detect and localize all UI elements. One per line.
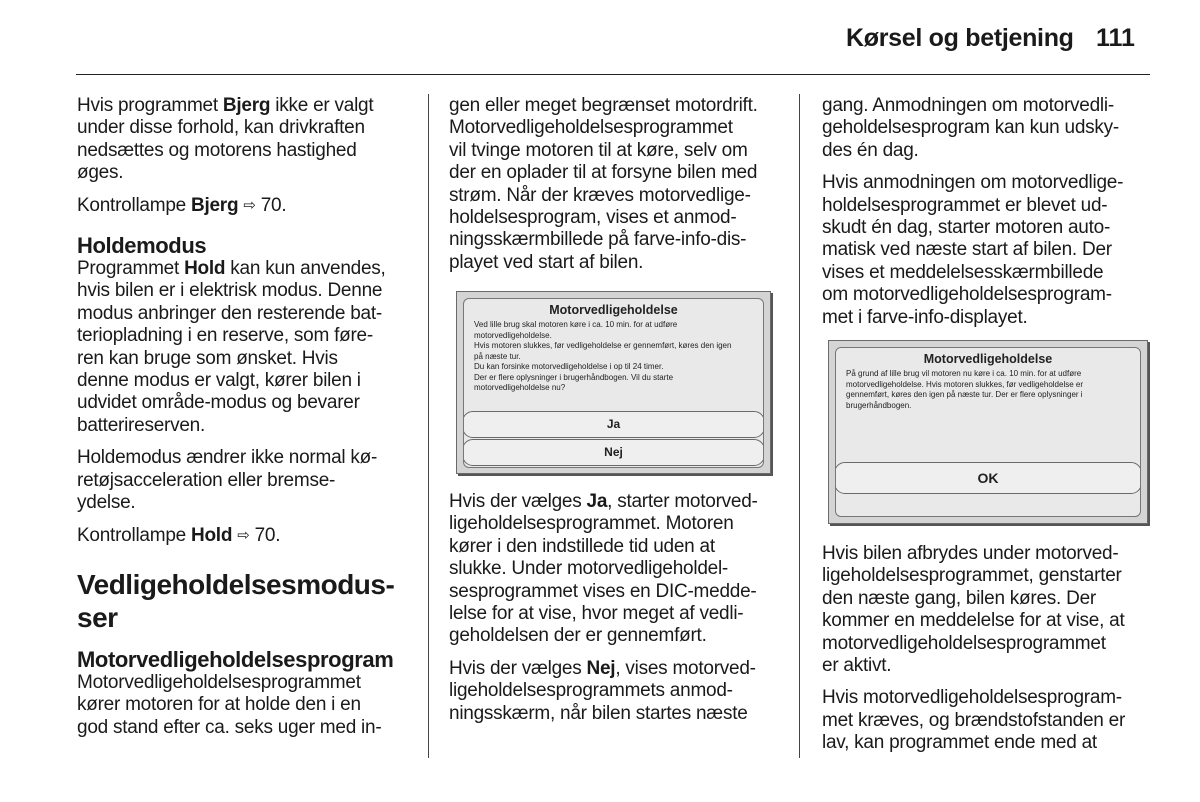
text-line: Hvis bilen afbrydes under motorved- — [822, 543, 1119, 564]
text-line: ligeholdelsesprogrammet. Motoren — [449, 513, 734, 535]
text-line: om motorvedligeholdelsesprogram- — [822, 284, 1112, 306]
text-run: Kontrollampe — [77, 524, 191, 546]
text-line: skudt én dag, starter motoren auto- — [822, 217, 1111, 239]
text-run: Programmet — [77, 258, 185, 280]
display-text-line: brugerhåndbogen. — [846, 400, 912, 410]
text-line: gen eller meget begrænset motordrift. — [449, 95, 758, 116]
column-3 — [822, 95, 1162, 339]
paragraph-interrupted — [822, 543, 1162, 677]
page-reference-arrow-icon: ⇨ — [243, 196, 256, 214]
header-rule — [76, 74, 1150, 75]
text-run: ikke er valgt — [270, 95, 374, 116]
text-run: , starter motorved- — [607, 491, 758, 512]
text-line: matisk ved næste start af bilen. Der — [822, 239, 1112, 261]
paragraph-motor-continued — [449, 95, 794, 274]
text-line: nedsættes og motorens hastighed — [77, 139, 357, 161]
text-line: lav, kan programmet ende med at — [822, 732, 1097, 754]
text-line: er aktivt. — [822, 655, 892, 677]
text-line: playet ved start af bilen. — [449, 251, 644, 273]
text-line: met kræves, og brændstofstanden er — [822, 709, 1126, 731]
text-run: Hvis der vælges — [449, 491, 587, 512]
paragraph-low-fuel — [822, 687, 1162, 754]
text-line — [77, 195, 422, 218]
text-line: batterireserven. — [77, 414, 206, 436]
heading-line: Vedligeholdelsesmodus- — [77, 568, 395, 600]
text-line — [77, 258, 422, 280]
column-3-lower — [822, 543, 1162, 755]
text-line: under disse forhold, kan drivkraften — [77, 117, 365, 139]
display-text-line: motorvedligeholdelse. — [474, 330, 552, 340]
text-line: holdelsesprogram, vises et anmod- — [449, 207, 737, 229]
display-text-line: på næste tur. — [474, 351, 521, 361]
text-line: holdelsesprogrammet er blevet ud- — [822, 194, 1108, 216]
display-text-line: Hvis motoren slukkes, før vedligeholdelse er gennemført, køres den igen — [474, 341, 732, 350]
text-line: motorvedligeholdelsesprogrammet — [822, 632, 1106, 654]
text-line: slukke. Under motorvedligeholdel- — [449, 558, 729, 580]
text-line: kører motoren for at holde den i en — [77, 694, 361, 716]
text-line: god stand efter ca. seks uger med in- — [77, 716, 382, 738]
text-line: des én dag. — [822, 139, 919, 161]
text-line: hvis bilen er i elektrisk modus. Denne — [77, 280, 383, 302]
display-text-line: motorvedligeholdelse. Hvis motoren slukkes, før vedligeholdelse er — [846, 379, 1083, 389]
display-ok-button: OK — [835, 462, 1141, 494]
text-run: Hvis der vælges — [449, 657, 587, 679]
text-line: den næste gang, bilen køres. Der — [822, 587, 1096, 609]
mode-name-bjerg: Bjerg — [222, 95, 271, 116]
display-nej-button: Nej — [463, 439, 764, 466]
text-line: ydelse. — [77, 492, 136, 514]
display-text-line: Ved lille brug skal motoren køre i ca. 10 min. for at udføre — [474, 320, 678, 329]
text-line: sesprogrammet vises en DIC-medde- — [449, 580, 757, 602]
text-line — [77, 95, 422, 117]
paragraph-ja — [449, 491, 794, 648]
paragraph-kontrollampe-hold — [77, 525, 422, 548]
text-run: kan kun anvendes, — [225, 258, 386, 280]
page-reference-arrow-icon: ⇨ — [237, 526, 250, 544]
text-line: denne modus er valgt, kører bilen i — [77, 370, 361, 392]
text-line: ren kan bruge som ønsket. Hvis — [77, 347, 338, 369]
page-reference: 70. — [255, 194, 287, 216]
text-line: retøjsacceleration eller bremse- — [77, 469, 336, 491]
paragraph-kontrollampe-bjerg — [77, 195, 422, 218]
text-line: vises et meddelelsesskærmbillede — [822, 261, 1104, 283]
text-run: , vises motorved- — [615, 657, 756, 679]
running-header: Kørsel og betjening — [846, 24, 1074, 52]
paragraph-nej — [449, 658, 794, 725]
display-text-line: Du kan forsinke motorvedligeholdelse i op til 24 timer. — [474, 362, 664, 371]
display-title: Motorvedligeholdelse — [549, 303, 678, 317]
text-line: gang. Anmodningen om motorvedli- — [822, 95, 1114, 116]
page-reference: 70. — [249, 524, 281, 546]
heading-line: ser — [77, 601, 118, 633]
text-line: kommer en meddelelse for at vise, at — [822, 610, 1125, 632]
text-line: vil tvinge motoren til at køre, selv om — [449, 139, 748, 161]
text-line: Holdemodus ændrer ikke normal kø- — [77, 447, 378, 469]
text-line: modus anbringer den resterende bat- — [77, 302, 382, 324]
display-screenshot-message — [828, 340, 1148, 524]
option-nej: Nej — [586, 657, 616, 679]
display-text-line: Der er flere oplysninger i brugerhåndbogen. Vil du starte — [474, 372, 674, 382]
text-line: Hvis motorvedligeholdelsesprogram- — [822, 687, 1122, 709]
text-line: Motorvedligeholdelsesprogrammet — [77, 671, 361, 693]
text-line: ningsskærm, når bilen startes næste — [449, 702, 748, 724]
column-divider-1 — [428, 94, 429, 758]
paragraph-bjerg-intro — [77, 95, 422, 185]
text-line: øges. — [77, 162, 124, 184]
text-line: met i farve-info-displayet. — [822, 306, 1028, 328]
text-line: strøm. Når der kræves motorvedlige- — [449, 184, 751, 206]
text-run: Hvis programmet — [77, 95, 223, 116]
text-line: geholdelsesprogram kan kun udsky- — [822, 117, 1119, 139]
text-line — [449, 491, 794, 513]
text-line: Hvis anmodningen om motorvedlige- — [822, 172, 1124, 194]
display-text-line: På grund af lille brug vil motoren nu køre i ca. 10 min. for at udføre — [846, 369, 1082, 378]
text-line: ningsskærmbillede på farve-info-dis- — [449, 229, 747, 251]
display-ja-button: Ja — [463, 411, 764, 438]
text-line: ligeholdelsesprogrammets anmod- — [449, 680, 733, 702]
display-title: Motorvedligeholdelse — [923, 352, 1053, 366]
option-ja: Ja — [586, 491, 608, 512]
mode-name-hold: Hold — [184, 258, 226, 280]
section-heading-vedligeholdelsesmodusser — [77, 568, 422, 634]
display-screenshot-request — [456, 291, 771, 474]
column-1 — [77, 95, 422, 739]
column-2 — [449, 95, 794, 284]
text-line: der en oplader til at forsyne bilen med — [449, 162, 758, 184]
text-line: ligeholdelsesprogrammet, genstarter — [822, 565, 1122, 587]
paragraph-postponed-start — [822, 172, 1162, 329]
text-line: kører i den indstillede tid uden at — [449, 535, 715, 557]
text-line: lelse for at vise, hvor meget af vedli- — [449, 603, 744, 625]
display-text-line: motorvedligeholdelse nu? — [474, 383, 566, 392]
text-line: udvidet område-modus og bevarer — [77, 392, 360, 414]
display-text-line: gennemført, køres den igen på næste tur. Der er flere oplysninger i — [846, 390, 1083, 399]
paragraph-holdemodus — [77, 258, 422, 437]
text-line: teriopladning i en reserve, som føre- — [77, 325, 373, 347]
paragraph-postpone — [822, 95, 1162, 162]
column-2-lower — [449, 491, 794, 725]
text-line: Motorvedligeholdelsesprogrammet — [449, 117, 733, 139]
page-number: 111 — [1096, 24, 1135, 52]
mode-name-bjerg: Bjerg — [190, 194, 239, 216]
display-panel — [463, 298, 764, 468]
text-line: geholdelsen der er gennemført. — [449, 625, 707, 647]
heading-holdemodus: Holdemodus — [77, 233, 207, 259]
column-divider-2 — [799, 94, 800, 758]
text-line — [449, 658, 794, 680]
display-panel — [835, 347, 1141, 517]
heading-motorvedligeholdelsesprogram: Motorvedligeholdelsesprogram — [77, 646, 394, 672]
text-run: Kontrollampe — [77, 194, 191, 216]
paragraph-motor-intro — [77, 672, 422, 739]
mode-name-hold: Hold — [190, 524, 233, 546]
text-line — [77, 525, 422, 548]
paragraph-holdemodus-note — [77, 447, 422, 514]
